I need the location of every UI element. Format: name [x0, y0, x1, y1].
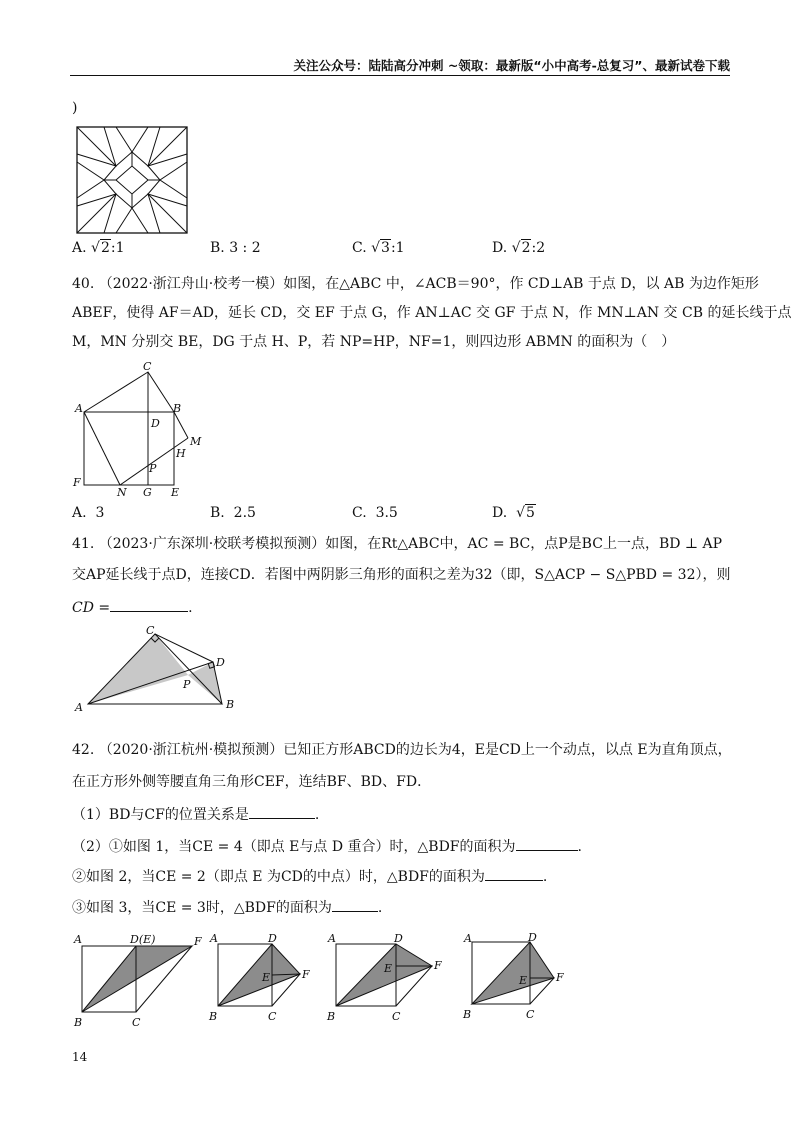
- q42-fig2-label-f: F: [302, 968, 310, 981]
- q40-label-p: P: [149, 462, 157, 475]
- q42-sub-4: ③如图 3，当CE = 3时，△BDF的面积为 .: [72, 897, 732, 918]
- q42-fig3-label-f: F: [434, 959, 442, 972]
- q40-option-a: A. 3: [72, 505, 105, 521]
- q42-fig3-label-d: D: [394, 932, 403, 945]
- q42-fig3-label-b: B: [327, 1010, 336, 1023]
- q41-label-a: A: [75, 701, 83, 714]
- q40-option-d: D. √5: [492, 505, 535, 521]
- q42-fig3-label-e: E: [384, 962, 393, 975]
- q42-sub3-blank[interactable]: [485, 866, 543, 881]
- q39-star-pattern: [77, 127, 187, 233]
- q42-sub-3: ②如图 2，当CE = 2（即点 E 为CD的中点）时，△BDF的面积为 .: [72, 866, 732, 887]
- q39-option-d: D. √2:2: [492, 240, 546, 256]
- q41-line-3: CD = .: [72, 597, 732, 618]
- q42-figure-2: [206, 932, 322, 1032]
- q39-option-a: A. √2:1: [72, 240, 125, 256]
- q40-label-n: N: [117, 486, 127, 499]
- q42-fig1-label-f: F: [194, 935, 202, 948]
- q42-fig4-label-c: C: [526, 1008, 535, 1021]
- q40-options: [72, 505, 732, 527]
- q40-line-1: 40. （2022·浙江舟山·校考一模）如图，在△ABC 中，∠ACB＝90°，作 CD⊥AB 于点 D，以 AB 为边作矩形: [72, 276, 759, 292]
- q42-fig1-label-d: D(E): [130, 933, 156, 946]
- q41-label-c: C: [146, 624, 155, 637]
- q42-fig2-label-d: D: [268, 932, 277, 945]
- q42-figure-4: [460, 932, 580, 1032]
- q42-fig2-label-a: A: [210, 932, 218, 945]
- q42-fig2-shaded-bdf: [218, 944, 300, 1006]
- q42-fig2-label-c: C: [268, 1010, 277, 1023]
- q42-fig4-label-e: E: [519, 974, 528, 987]
- q40-option-b: B. 2.5: [210, 505, 256, 521]
- q41-answer-blank[interactable]: [110, 597, 188, 612]
- q40-line-3: M，MN 分别交 BE，DG 于点 H、P，若 NP=HP，NF=1，则四边形 ABMN 的面积为（ ）: [72, 334, 676, 350]
- q42-fig1-label-a: A: [74, 933, 82, 946]
- q41-figure: [70, 622, 240, 714]
- q39-paren-close: ): [72, 100, 78, 116]
- q39-option-b: B. 3 : 2: [210, 240, 261, 256]
- q42-figure-3: [324, 932, 454, 1032]
- q40-an-line: [84, 412, 120, 485]
- q42-sub4-blank[interactable]: [332, 897, 378, 912]
- q41-line-1: 41. （2023·广东深圳·校联考模拟预测）如图，在Rt△ABC中，AC = BC，点P是BC上一点，BD ⊥ AP: [72, 536, 723, 552]
- q42-fig1-label-b: B: [74, 1016, 83, 1029]
- q39-option-c: C. √3:1: [352, 240, 405, 256]
- q40-label-g: G: [143, 486, 152, 499]
- q40-triangle-acb: [84, 372, 174, 412]
- page-number: 14: [72, 1050, 88, 1064]
- q42-fig4-label-b: B: [463, 1008, 472, 1021]
- q42-sub1-blank[interactable]: [249, 804, 315, 819]
- q42-sub-2: （2）①如图 1，当CE = 4（即点 E与点 D 重合）时，△BDF的面积为 .: [72, 836, 732, 857]
- q40-label-b: B: [173, 402, 182, 415]
- q41-label-d: D: [216, 656, 225, 669]
- q42-sub2-blank[interactable]: [516, 836, 578, 851]
- q42-fig2-label-e: E: [262, 971, 271, 984]
- q40-option-c: C. 3.5: [352, 505, 398, 521]
- q42-fig4-label-d: D: [528, 931, 537, 944]
- q42-fig4-shaded-bdf: [472, 942, 554, 1004]
- q40-cb-ext: [174, 412, 188, 438]
- q40-line-2: ABEF，使得 AF＝AD，延长 CD，交 EF 于点 G，作 AN⊥AC 交 GF 于点 N，作 MN⊥AN 交 CB 的延长线于点: [72, 305, 792, 321]
- q42-figure-1: [70, 932, 210, 1032]
- q40-label-d: D: [151, 417, 160, 430]
- q41-line-2: 交AP延长线于点D，连接CD．若图中两阴影三角形的面积之差为32（即，S△ACP − S△PBD = 32），则: [72, 567, 731, 583]
- q40-label-h: H: [176, 447, 186, 460]
- q42-fig4-label-f: F: [556, 971, 564, 984]
- q41-label-p: P: [183, 678, 191, 691]
- q40-label-c: C: [143, 360, 152, 373]
- header-rule: [70, 75, 730, 76]
- q42-fig3-shaded-bdf: [336, 944, 432, 1006]
- q42-fig3-label-c: C: [392, 1010, 401, 1023]
- q42-sub-1: （1）BD与CF的位置关系是 .: [72, 804, 732, 825]
- q40-label-f: F: [73, 476, 81, 489]
- page-header: 关注公众号：陆陆高分冲刺 ~领取：最新版“小中高考-总复习”、最新试卷下载: [293, 58, 730, 73]
- q42-fig1-label-c: C: [132, 1016, 141, 1029]
- q40-figure: [70, 360, 210, 500]
- q42-fig3-label-a: A: [328, 932, 336, 945]
- q42-fig4-label-a: A: [464, 932, 472, 945]
- q42-line-1: 42. （2020·浙江杭州·模拟预测）已知正方形ABCD的边长为4，E是CD上一个动点，以点 E为直角顶点，: [72, 742, 732, 758]
- q40-label-e: E: [171, 486, 180, 499]
- q41-shaded-acp: [88, 634, 188, 704]
- q40-label-a: A: [75, 402, 83, 415]
- q40-label-m: M: [190, 435, 202, 448]
- q42-fig2-label-b: B: [209, 1010, 218, 1023]
- q39-figure: [76, 126, 188, 234]
- q39-options: [72, 240, 732, 262]
- q40-rect-abef: [84, 412, 174, 485]
- q42-line-2: 在正方形外侧等腰直角三角形CEF，连结BF、BD、FD．: [72, 774, 432, 790]
- q41-label-b: B: [226, 698, 235, 711]
